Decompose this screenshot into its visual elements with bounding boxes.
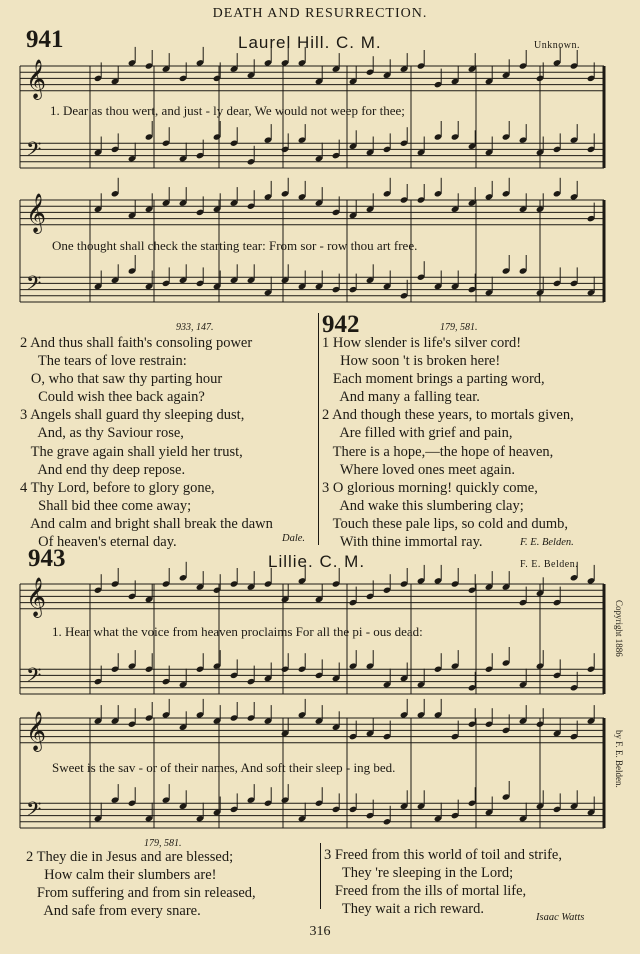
treble-clef-icon: 𝄞: [26, 192, 47, 233]
hymn-941-ref: 933, 147.: [176, 322, 214, 333]
bass-clef-icon: 𝄢: [26, 663, 42, 692]
hymn-943-verses-right: 3 Freed from this world of toil and strife, They 're sleeping in the Lord; Freed from the ills of mortal life, They wait a rich reward.: [324, 847, 562, 918]
hymn-941-tune: Laurel Hill. C. M.: [238, 33, 382, 52]
hymn-942-number: 942: [322, 311, 360, 338]
page-number: 316: [309, 924, 331, 939]
hymn-943-verses-left: 2 They die in Jesus and are blessed; How calm their slumbers are! From suffering and from sin released, And safe from every snare.: [26, 849, 256, 920]
hymn-943-lyrics-2: Sweet is the sav - or of their names, And soft their sleep - ing bed.: [52, 760, 396, 775]
bass-clef-icon: 𝄢: [26, 271, 42, 300]
treble-clef-icon: 𝄞: [26, 58, 47, 99]
hymn-943-composer: F. E. Belden.: [520, 559, 579, 570]
hymn-943-tune: Lillie. C. M.: [268, 552, 366, 571]
hymn-942-verses: 1 How slender is life's silver cord! How soon 't is broken here! Each moment brings a parting word, And many a falling tear. 2 And though these years, to mortals given, Are filled with grief and pain, There is a hope,—the hope of heaven, Where loved ones meet again. 3 O glorious morning! quickly come, And wake this slumbering clay; Touch these pale lips, so cold and dumb, With thine immortal ray.: [322, 335, 574, 551]
hymn-941-author: Dale.: [282, 533, 306, 544]
hymn-941-number: 941: [26, 26, 64, 53]
hymn-943-copyright-2: by F. E. Belden.: [614, 730, 624, 788]
hymn-942-author: F. E. Belden.: [520, 537, 574, 548]
bass-clef-icon: 𝄢: [26, 797, 42, 826]
hymn-943-number: 943: [28, 545, 66, 572]
section-header: DEATH AND RESURRECTION.: [212, 6, 428, 21]
treble-clef-icon: 𝄞: [26, 710, 47, 751]
hymn-943-author: Isaac Watts: [536, 912, 585, 923]
column-divider: [318, 313, 319, 545]
hymn-942-ref: 179, 581.: [440, 322, 478, 333]
hymn-941-verses: 2 And thus shall faith's consoling power The tears of love restrain: O, who that saw thy parting hour Could wish thee back again? 3 Angels shall guard thy sleeping dust, And, as thy Saviour rose, The grave again shall yield her trust, And end thy deep repose. 4 Thy Lord, before to glory gone, Shall bid thee come away; And calm and bright shall break the dawn Of heaven's eternal day.: [20, 335, 273, 551]
bass-clef-icon: 𝄢: [26, 137, 42, 166]
hymn-941-lyrics-1: 1. Dear as thou wert, and just - ly dear, We would not weep for thee;: [50, 103, 405, 118]
treble-clef-icon: 𝄞: [26, 576, 47, 617]
hymn-943-lyrics-1: 1. Hear what the voice from heaven proclaims For all the pi - ous dead:: [52, 624, 423, 639]
hymn-941-lyrics-2: One thought shall check the starting tear: From sor - row thou art free.: [52, 238, 418, 253]
hymn-941-composer: Unknown.: [534, 40, 580, 51]
hymn-943-ref: 179, 581.: [144, 838, 182, 849]
hymn-943-copyright: Copyright 1886: [614, 600, 624, 657]
verse-divider: [320, 843, 321, 909]
